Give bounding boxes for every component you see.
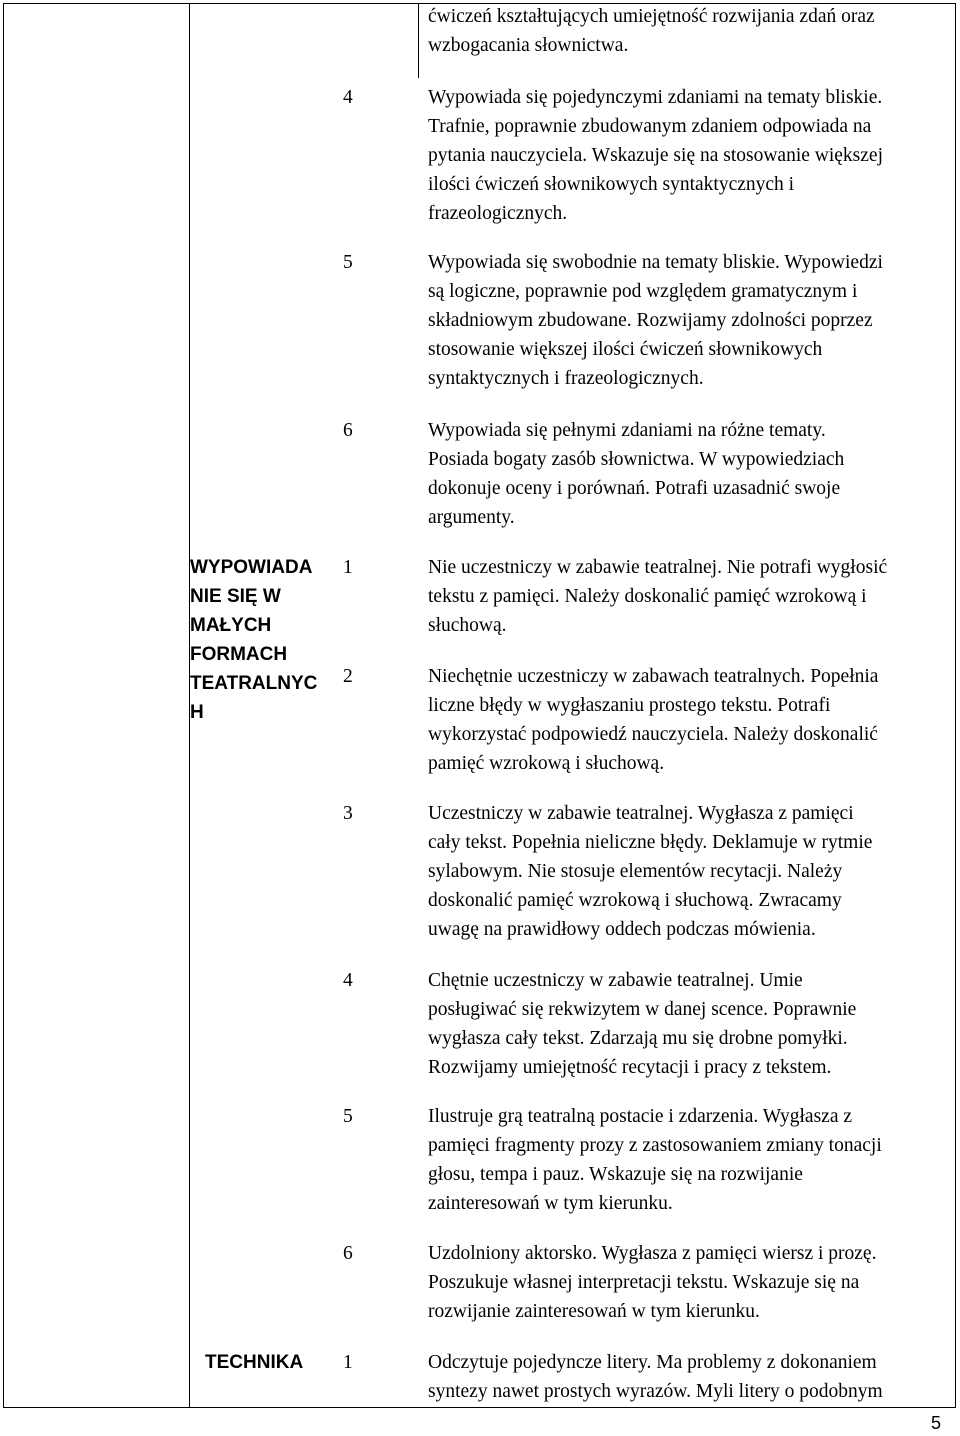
text-line: dokonuje oceny i porównań. Potrafi uzasadnić swoje (428, 478, 841, 499)
label-line: MAŁYCH (190, 615, 272, 636)
text-line: sylabowym. Nie stosuje elementów recytacji. Należy (428, 861, 843, 882)
grade-number: 1 (343, 1352, 353, 1373)
text-line: uwagę na prawidłowy oddech podczas mówienia. (428, 919, 816, 940)
text-line: tekstu z pamięci. Należy doskonalić pamięć wzrokową i (428, 586, 867, 607)
text-line: stosowanie większej ilości ćwiczeń słownikowych (428, 339, 823, 360)
row-description (428, 966, 950, 1082)
grade-number: 3 (343, 803, 353, 824)
row-description (428, 1348, 950, 1406)
grade-number: 5 (343, 1106, 353, 1127)
grade-number: 4 (343, 87, 353, 108)
text-line: Uczestniczy w zabawie teatralnej. Wygłasza z pamięci (428, 803, 854, 824)
text-line: Rozwijamy umiejętność recytacji i pracy z tekstem. (428, 1057, 832, 1078)
text-line: głosu, tempa i pauz. Wskazuje się na rozwijanie (428, 1164, 803, 1185)
grade-number: 5 (343, 252, 353, 273)
text-line: słuchową. (428, 615, 507, 636)
text-line: syntaktycznych i frazeologicznych. (428, 368, 704, 389)
text-line: Niechętnie uczestniczy w zabawach teatralnych. Popełnia (428, 666, 879, 687)
grade-number: 2 (343, 666, 353, 687)
text-line: Wypowiada się pełnymi zdaniami na różne tematy. (428, 420, 826, 441)
grade-number: 4 (343, 970, 353, 991)
section-label-technika: TECHNIKA (205, 1352, 304, 1373)
row-description (428, 83, 950, 228)
text-line: frazeologicznych. (428, 203, 568, 224)
text-line: składniowym zbudowane. Rozwijamy zdolności poprzez (428, 310, 873, 331)
text-line: Wypowiada się swobodnie na tematy bliskie. Wypowiedzi (428, 252, 883, 273)
text-line: Poszukuje własnej interpretacji tekstu. Wskazuje się na (428, 1272, 860, 1293)
text-line: Wypowiada się pojedynczymi zdaniami na tematy bliskie. (428, 87, 883, 108)
text-line: argumenty. (428, 507, 515, 528)
page-number: 5 (931, 1413, 942, 1433)
grade-number: 6 (343, 1243, 353, 1264)
text-line: ćwiczeń kształtujących umiejętność rozwijania zdań oraz (428, 6, 875, 27)
text-line: ilości ćwiczeń słownikowych syntaktycznych i (428, 174, 795, 195)
label-line: NIE SIĘ W (190, 586, 281, 607)
text-line: wzbogacania słownictwa. (428, 35, 629, 56)
text-line: Uzdolniony aktorsko. Wygłasza z pamięci wiersz i prozę. (428, 1243, 877, 1264)
text-line: wygłasza cały tekst. Zdarzają mu się drobne pomyłki. (428, 1028, 848, 1049)
text-line: syntezy nawet prostych wyrazów. Myli litery o podobnym (428, 1381, 883, 1402)
row-description (428, 1102, 950, 1218)
section-label-wypowiadanie (190, 553, 331, 727)
grade-number: 1 (343, 557, 353, 578)
grade-number: 6 (343, 420, 353, 441)
text-line: Nie uczestniczy w zabawie teatralnej. Nie potrafi wygłosić (428, 557, 888, 578)
text-line: są logiczne, poprawnie pod względem gramatycznym i (428, 281, 858, 302)
text-line: Odczytuje pojedyncze litery. Ma problemy z dokonaniem (428, 1352, 877, 1373)
row-description (428, 662, 950, 778)
text-line: pamięci fragmenty prozy z zastosowaniem zmiany tonacji (428, 1135, 882, 1156)
text-line: Ilustruje grą teatralną postacie i zdarzenia. Wygłasza z (428, 1106, 853, 1127)
label-line: WYPOWIADA (190, 557, 313, 578)
text-line: doskonalić pamięć wzrokową i słuchową. Zwracamy (428, 890, 842, 911)
row-description (428, 799, 950, 944)
text-line: zainteresowań w tym kierunku. (428, 1193, 673, 1214)
text-line: pamięć wzrokową i słuchową. (428, 753, 665, 774)
text-line: pytania nauczyciela. Wskazuje się na stosowanie większej (428, 145, 884, 166)
row-description (428, 248, 950, 393)
row-description (428, 2, 950, 60)
label-line: TEATRALNYC (190, 673, 318, 694)
text-line: liczne błędy w wygłaszaniu prostego tekstu. Potrafi (428, 695, 831, 716)
row-description (428, 553, 950, 640)
text-line: Trafnie, poprawnie zbudowanym zdaniem odpowiada na (428, 116, 872, 137)
text-line: Posiada bogaty zasób słownictwa. W wypowiedziach (428, 449, 845, 470)
text-line: Chętnie uczestniczy w zabawie teatralnej. Umie (428, 970, 803, 991)
text-line: rozwijanie zainteresowań w tym kierunku. (428, 1301, 760, 1322)
text-line: posługiwać się rekwizytem w danej scence. Poprawnie (428, 999, 857, 1020)
text-line: cały tekst. Popełnia nieliczne błędy. Deklamuje w rytmie (428, 832, 873, 853)
row-description (428, 416, 950, 532)
row-description (428, 1239, 950, 1326)
text-line: wykorzystać podpowiedź nauczyciela. Należy doskonalić (428, 724, 878, 745)
label-line: H (190, 702, 204, 723)
column-divider (418, 4, 419, 78)
label-line: FORMACH (190, 644, 288, 665)
